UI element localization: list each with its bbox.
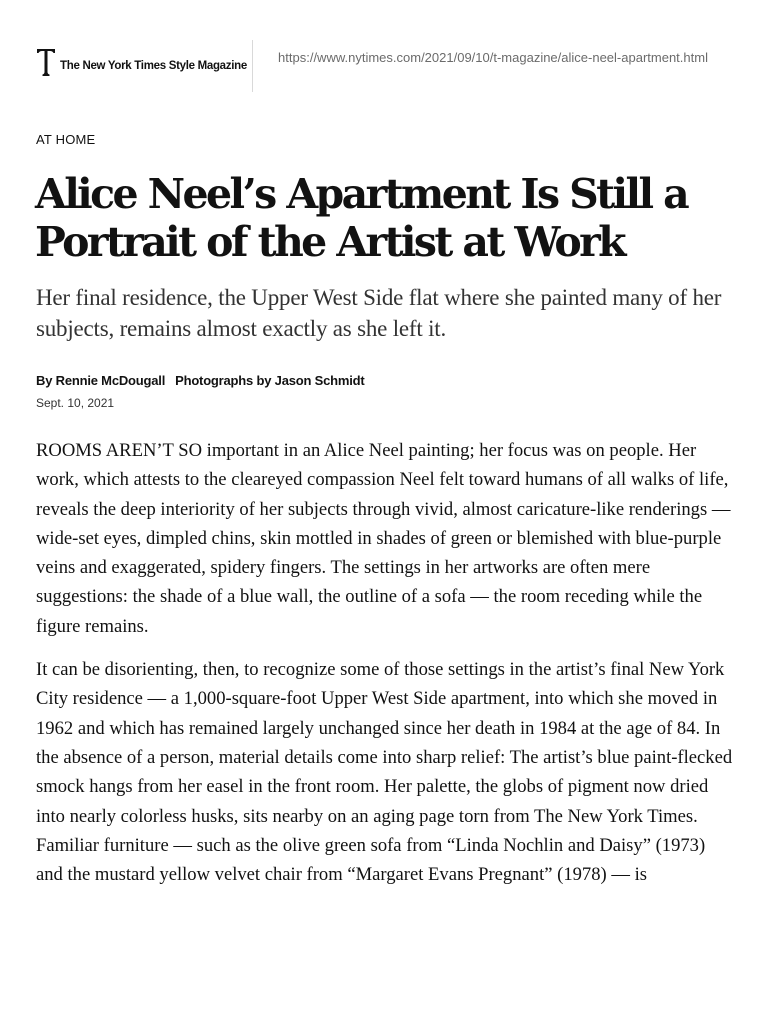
page-url[interactable]: https://www.nytimes.com/2021/09/10/t-magazine/alice-neel-apartment.html — [278, 50, 708, 65]
byline-author[interactable]: By Rennie McDougall — [36, 373, 166, 388]
byline-photographer[interactable]: Photographs by Jason Schmidt — [175, 373, 365, 388]
byline — [36, 373, 365, 388]
article-body — [36, 436, 736, 903]
body-paragraph: ROOMS AREN’T SO important in an Alice Neel painting; her focus was on people. Her work, which attests to the cleareyed compassion Neel felt toward humans of all walks of life, reveals the deep interiority of her subjects through vivid, almost caricature-like renderings — wide-set eyes, dimpled chins, skin mottled in shades of green or blemished with blue-purple veins and exaggerated, spidery fingers. The settings in her artworks are often mere suggestions: the shade of a blue wall, the outline of a sofa — the room receding while the figure remains. — [36, 440, 731, 637]
header-divider — [252, 40, 253, 92]
t-logo-icon — [36, 47, 56, 77]
article-headline: Alice Neel’s Apartment Is Still a Portrait of the Artist at Work — [35, 170, 688, 266]
masthead — [36, 40, 247, 92]
logo-text: The New York Times Style Magazine — [60, 60, 247, 72]
section-kicker[interactable]: AT HOME — [36, 132, 96, 147]
article-summary: Her final residence, the Upper West Side flat where she painted many of her subjects, remains almost exactly as she left it. — [36, 285, 722, 341]
t-magazine-logo[interactable] — [36, 44, 247, 80]
body-paragraph: It can be disorienting, then, to recognize some of those settings in the artist’s final New York City residence — a 1,000-square-foot Upper West Side apartment, into which she moved in 1962 and which has remained largely unchanged since her death in 1984 at the age of 84. In the absence of a person, material details come into sharp relief: The artist’s blue paint-flecked smock hangs from her easel in the front room. Her palette, the globs of pigment now dried into nearly colorless husks, sits nearby on an aging page torn from The New York Times. Familiar furniture — such as the olive green sofa from “Linda Nochlin and Daisy” (1973) and the mustard yellow velvet chair from “Margaret Evans Pregnant” (1978) — is — [36, 659, 733, 886]
publish-date: Sept. 10, 2021 — [36, 396, 115, 410]
